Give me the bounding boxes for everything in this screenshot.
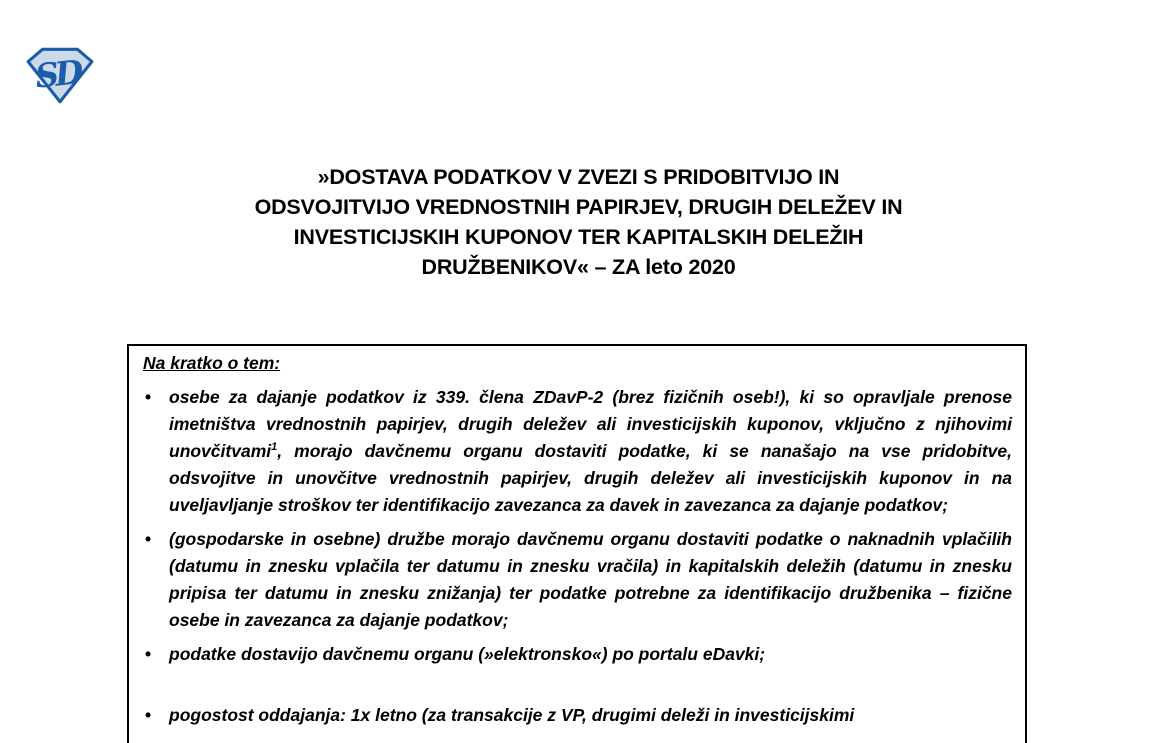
summary-box — [127, 344, 1027, 743]
bullet-marker-icon: • — [145, 387, 152, 407]
title-line: »DOSTAVA PODATKOV V ZVEZI S PRIDOBITVIJO IN — [317, 165, 840, 189]
bullet-text: pogostost oddajanja: 1x letno (za transakcije z VP, drugimi deleži in investicijskimi — [169, 705, 855, 725]
summary-box-heading: Na kratko o tem: — [143, 353, 281, 373]
title-line: INVESTICIJSKIH KUPONOV TER KAPITALSKIH DELEŽIH — [293, 225, 864, 249]
bullet-text: podatke dostavijo davčnemu organu (»elektronsko«) po portalu eDavki; — [169, 644, 766, 664]
title-line: ODSVOJITVIJO VREDNOSTNIH PAPIRJEV, DRUGIH DELEŽEV IN — [254, 195, 903, 219]
footnote-ref: 1 — [271, 441, 278, 454]
bullet-item — [143, 384, 1012, 519]
bullet-item — [143, 702, 1012, 729]
bullet-marker-icon: • — [145, 644, 152, 664]
logo-monogram: SD — [33, 52, 82, 96]
bullet-marker-icon: • — [145, 705, 152, 725]
bullet-text: osebe za dajanje podatkov iz 339. člena ZDavP-2 (brez fizičnih oseb!), ki so opravljale prenose imetništva vrednostnih papirjev, drugih deležev ali investicijskih kuponov, vključno z njihovimi unovčitvami$^1$, morajo davčnemu organu dostaviti podatke, ki se nanašajo na vse pridobitve, odsvojitve in unovčitve vrednostnih papirjev, drugih deležev ali investicijskih kuponov in na uveljavljanje stroškov ter identifikacijo zavezanca za davek in zavezanca za dajanje podatkov; — [169, 387, 1012, 515]
bullet-marker-icon: • — [145, 529, 152, 549]
sd-diamond-logo — [24, 46, 96, 104]
bullet-item — [143, 526, 1012, 634]
bullet-item — [143, 641, 1012, 668]
bullet-text: (gospodarske in osebne) družbe morajo davčnemu organu dostaviti podatke o naknadnih vplačilih (datumu in znesku vplačila ter datumu in znesku vračila) in kapitalskih deležih (datumu in znesku pripisa ter datumu in znesku znižanja) ter podatke potrebne za identifikacijo družbenika – fizične osebe in zavezanca za dajanje podatkov; — [169, 529, 1012, 630]
title-line: DRUŽBENIKOV« – ZA leto 2020 — [421, 255, 736, 279]
summary-bullet-list — [143, 384, 1012, 729]
page-title — [0, 162, 1157, 282]
